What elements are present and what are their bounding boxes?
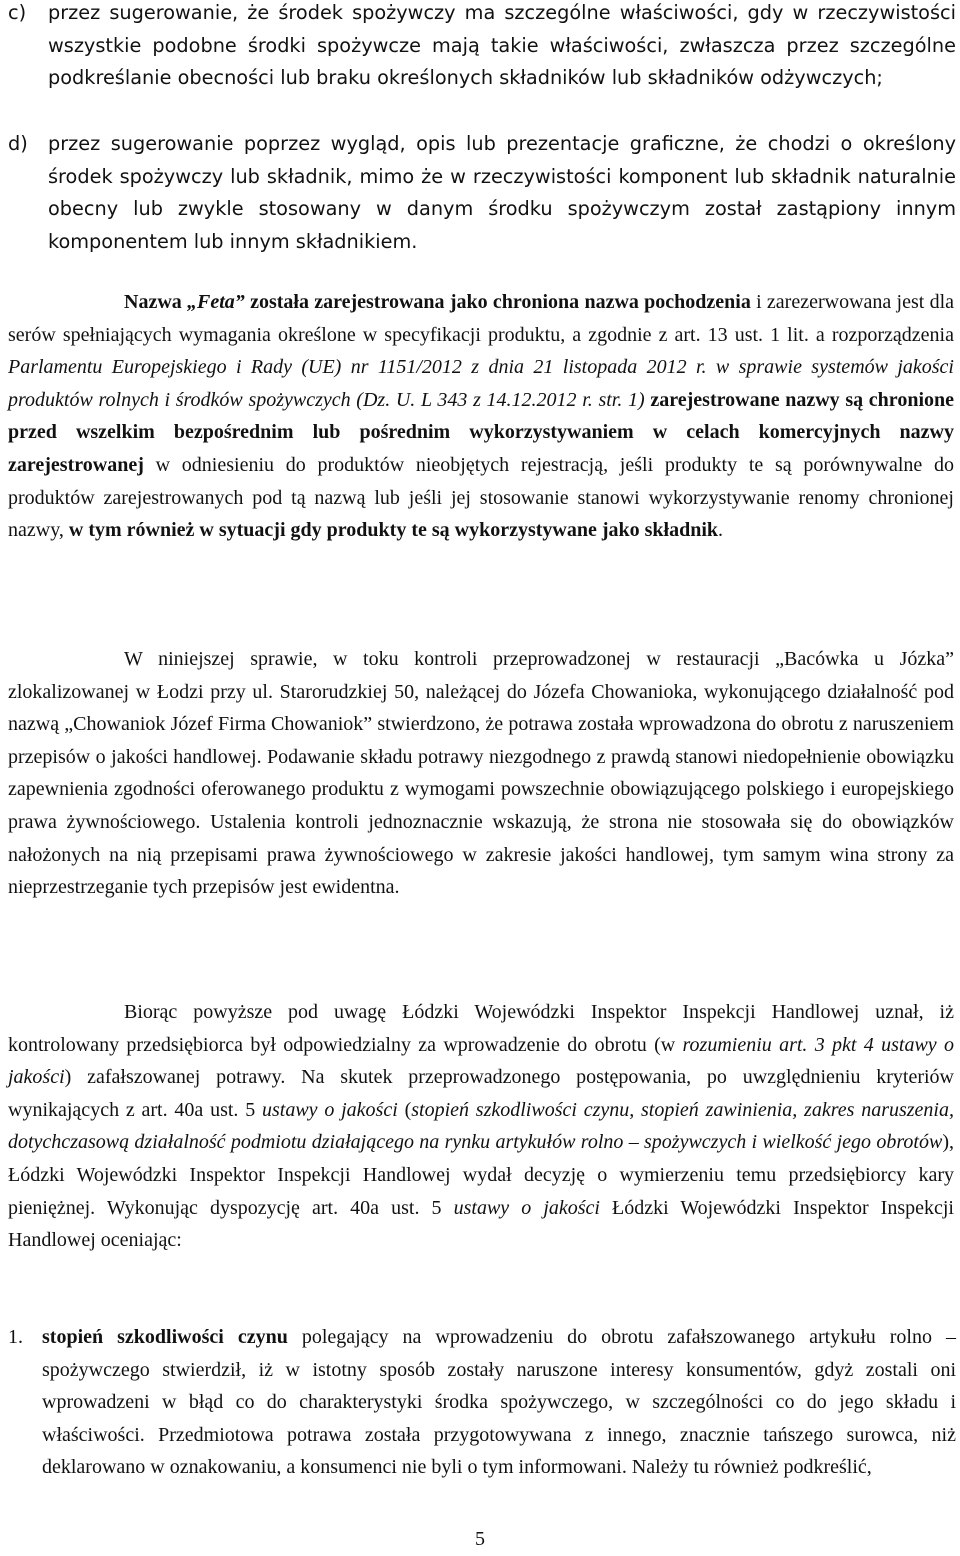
- list-item-text: przez sugerowanie, że środek spożywczy ma szczególne właściwości, gdy w rzeczywistości wszystkie podobne środki spożywcze mają takie właściwości, zwłaszcza przez szczególne podkreślanie obecności lub braku określonych składników lub składników odżywczych;: [48, 1, 956, 90]
- list-marker: c): [8, 1, 27, 24]
- italic-text: stopień szkodliwości czynu, stopień zawinienia, zakres naruszenia, dotychczasową działalność podmiotu działającego na rynku artykułów rolno – spożywczych i wielkość jego obrotów: [8, 1098, 954, 1154]
- list-item-d: [8, 128, 956, 259]
- bold-text: stopień szkodliwości czynu: [42, 1326, 288, 1348]
- bold-text: zarejestrowane nazwy są chronione przed wszelkim bezpośrednim lub pośrednim wykorzystywaniem w celach komercyjnych nazwy zarejestrowanej: [8, 388, 954, 476]
- italic-text: Parlamentu Europejskiego i Rady (UE) nr 1151/2012 z dnia 21 listopada 2012 r. w sprawie systemów jakości produktów rolnych i środków spożywczych (Dz. U. L 343 z 14.12.2012 r. str. 1): [8, 356, 954, 411]
- list-item-text: [42, 1321, 956, 1484]
- body-text: ), Łódzki Wojewódzki Inspektor Inspekcji Handlowej wydał decyzję o wymierzeniu temu przedsiębiorcy kary pieniężnej. Wykonując dyspozycję art. 40a ust. 5: [8, 1131, 954, 1219]
- italic-text: rozumieniu art. 3 pkt 4 ustawy o jakości: [8, 1033, 954, 1089]
- paragraph-feta: [8, 286, 954, 547]
- bold-text: w tym również w sytuacji gdy produkty te są wykorzystywane jako składnik: [68, 519, 719, 542]
- list-marker: d): [8, 132, 28, 155]
- paragraph-restaurant: W niniejszej sprawie, w toku kontroli przeprowadzonej w restauracji „Bacówka u Józka” zlokalizowanej w Łodzi przy ul. Starorudzkiej 50, należącej do Józefa Chowanioka, wykonującego działalność pod nazwą „Chowaniok Józef Firma Chowaniok” stwierdzono, że potrawa została wprowadzona do obrotu z naruszeniem przepisów o jakości handlowej. Podawanie składu potrawy niezgodnego z prawdą stanowi niedopełnienie obowiązku zapewnienia zgodności oferowanego produktu z wymogami powszechnie obowiązującego polskiego i europejskiego prawa żywnościowego. Ustalenia kontroli jednoznacznie wskazują, że strona nie stosowała się do obowiązków nałożonych na nią przepisami prawa żywnościowego w zakresie jakości handlowej, tym samym wina strony za nieprzestrzeganie tych przepisów jest ewidentna.: [8, 648, 954, 899]
- body-text: .: [718, 519, 724, 542]
- body-text: i zarezerwowana jest dla serów spełniających wymagania określone w specyfikacji produktu, a zgodnie z art. 13 ust. 1 lit. a rozporządzenia: [8, 291, 955, 346]
- body-text: ) zafałszowanej potrawy. Na skutek przeprowadzonego postępowania, po uwzględnieniu kryteriów wynikających z art. 40a ust. 5: [8, 1066, 954, 1121]
- italic-text: ustawy o jakości: [261, 1098, 398, 1121]
- list-marker: 1.: [8, 1326, 23, 1348]
- bold-text: została zarejestrowana jako chroniona nazwa pochodzenia: [244, 291, 751, 313]
- bold-text: Nazwa: [124, 291, 188, 313]
- bold-italic-text: „Feta”: [187, 291, 245, 313]
- body-text: Łódzki Wojewódzki Inspektor Inspekcji Handlowej oceniając:: [8, 1196, 954, 1252]
- page-number: 5: [475, 1528, 485, 1550]
- body-text: w odniesieniu do produktów nieobjętych rejestracją, jeśli produkty te są porównywalne do produktów zarejestrowanych pod tą nazwą lub jeśli jej stosowanie stanowi wykorzystywanie renomy chronionej nazwy,: [8, 453, 954, 542]
- list-item-c: [8, 0, 956, 95]
- list-item-text: przez sugerowanie poprzez wygląd, opis lub prezentacje graficzne, że chodzi o określony środek spożywczy lub składnik, mimo że w rzeczywistości komponent lub składnik naturalnie obecny lub zwykle stosowany w danym środku spożywczym został zastąpiony innym komponentem lub innym składnikiem.: [48, 132, 956, 254]
- numbered-item-1: [8, 1321, 956, 1484]
- italic-text: ustawy o jakości: [453, 1196, 600, 1219]
- body-text: polegający na wprowadzeniu do obrotu zafałszowanego artykułu rolno – spożywczego stwierdził, iż w istotny sposób zostały naruszone interesy konsumentów, gdyż zostali oni wprowadzeni w błąd co do charakterystyki środka spożywczego, w szczególności co do jego składu i właściwości. Przedmiotowa potrawa została przygotowywana z innego, znacznie tańszego surowca, niż deklarowano w oznakowaniu, a konsumenci nie byli o tym informowani. Należy tu również podkreślić,: [42, 1326, 956, 1479]
- paragraph-inspector: [8, 996, 954, 1257]
- body-text: Biorąc powyższe pod uwagę Łódzki Wojewódzki Inspektor Inspekcji Handlowej uznał, iż kontrolowany przedsiębiorca był odpowiedzialny za wprowadzenie do obrotu (w: [8, 1001, 954, 1056]
- body-text: (: [397, 1098, 412, 1121]
